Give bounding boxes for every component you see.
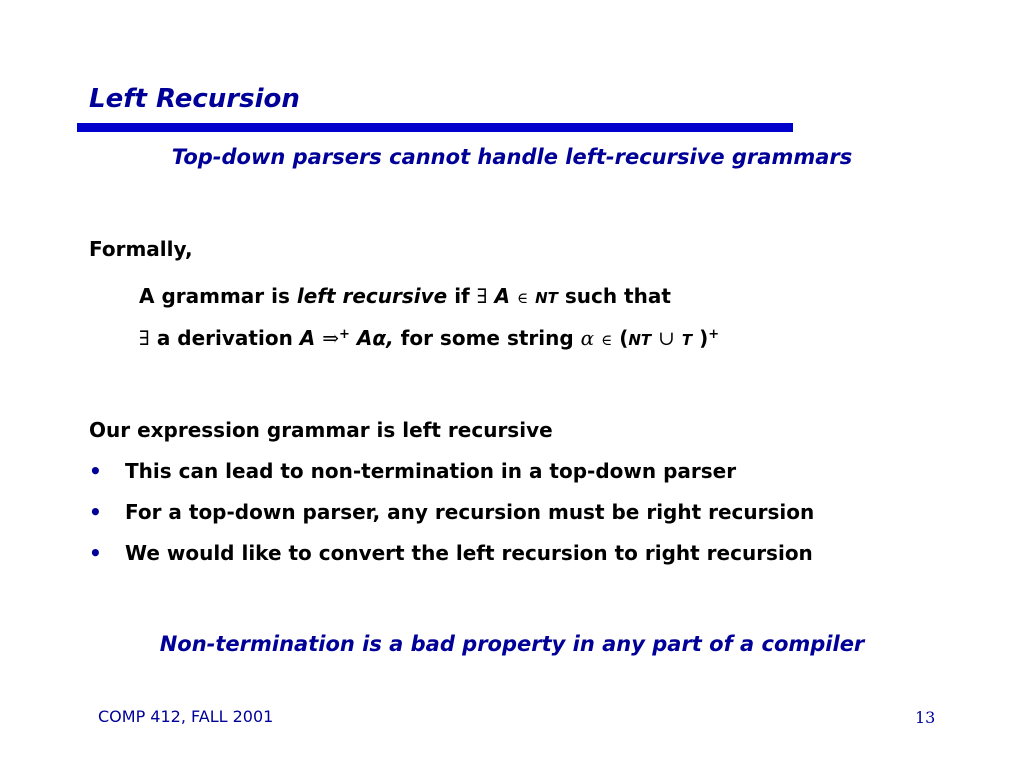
def1-post: such that — [557, 284, 671, 308]
def1-if: if — [447, 284, 477, 308]
bullet-text: For a top-down parser, any recursion must be right recursion — [125, 500, 815, 524]
def2-T: T — [681, 331, 693, 349]
bullet-item-2 — [89, 500, 814, 524]
page-number: 13 — [915, 708, 936, 727]
slide-subtitle: Top-down parsers cannot handle left-recursive grammars — [171, 145, 853, 169]
exists-symbol-2: ∃ — [139, 326, 150, 350]
def2-pre: a derivation — [149, 326, 300, 350]
bullet-text: This can lead to non-termination in a top-down parser — [125, 459, 737, 483]
def1-NT: NT — [535, 289, 558, 307]
union-symbol: ∪ — [658, 326, 675, 350]
bullet-text: We would like to convert the left recursion to right recursion — [125, 541, 813, 565]
our-grammar-text: Our expression grammar is left recursive — [89, 418, 553, 442]
footer-course: COMP 412, FALL 2001 — [98, 707, 274, 726]
def2-mid: for some string — [393, 326, 581, 350]
title-rule — [77, 123, 793, 132]
bullet-icon: • — [89, 459, 102, 483]
derives-plus: + — [339, 327, 350, 342]
derives-symbol: ⇒ — [322, 326, 339, 350]
formally-label: Formally, — [89, 237, 193, 261]
def1-pre: A grammar is — [139, 284, 297, 308]
left-paren: ( — [619, 326, 629, 350]
closing-note: Non-termination is a bad property in any part of a compiler — [159, 632, 865, 656]
def1-term: left recursive — [296, 284, 448, 308]
right-paren: ) — [699, 326, 709, 350]
closure-plus: + — [708, 327, 720, 342]
def1-A: A — [494, 284, 511, 308]
bullet-item-3 — [89, 541, 813, 565]
def2-A: A — [299, 326, 316, 350]
bullet-item-1 — [89, 459, 736, 483]
bullet-icon: • — [89, 500, 102, 524]
definition-line-1 — [139, 284, 671, 308]
definition-line-2 — [139, 326, 719, 350]
element-of-symbol: ∈ — [517, 289, 529, 307]
slide-title: Left Recursion — [89, 84, 300, 114]
alpha-symbol: α — [580, 326, 595, 350]
exists-symbol: ∃ — [476, 284, 488, 308]
element-of-symbol-2: ∈ — [601, 331, 613, 349]
def2-NT: NT — [628, 331, 652, 349]
bullet-icon: • — [89, 541, 102, 565]
def2-A-alpha: Aα, — [356, 326, 394, 350]
